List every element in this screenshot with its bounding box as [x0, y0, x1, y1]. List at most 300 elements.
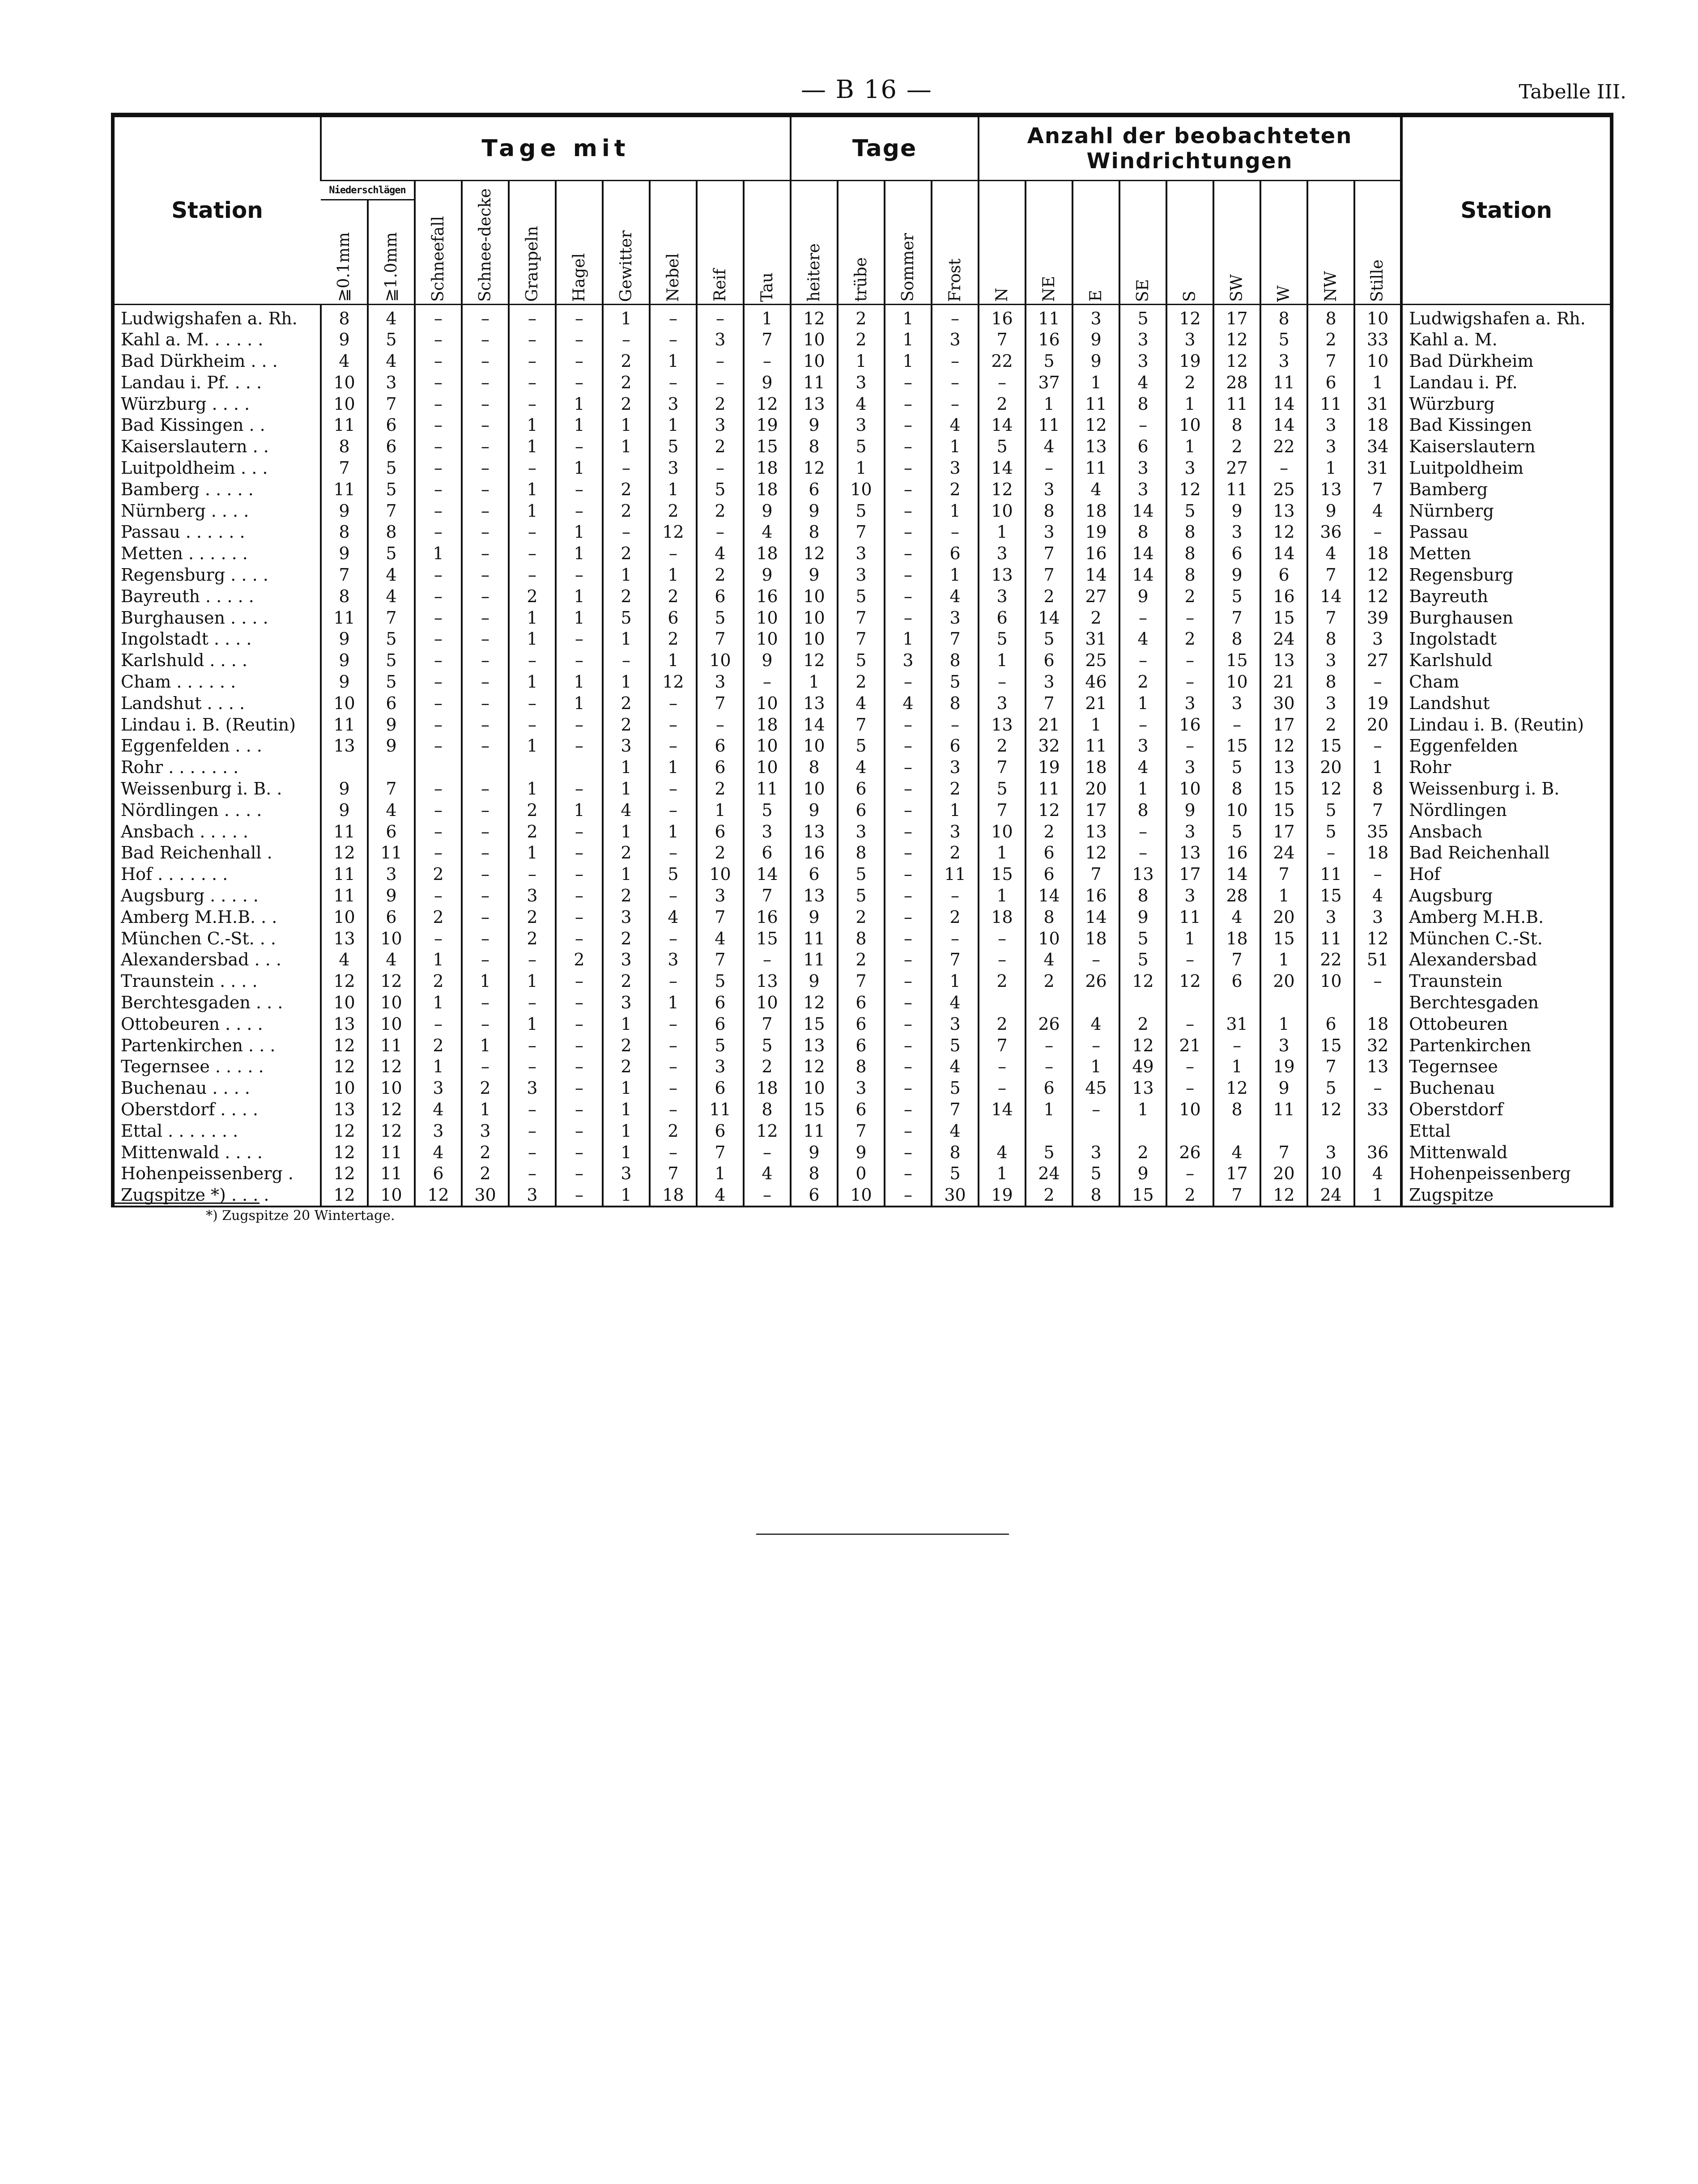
table-cell: 5 — [368, 457, 415, 479]
table-cell: 4 — [932, 1120, 979, 1142]
table-cell: 5 — [1307, 821, 1354, 842]
table-cell: 3 — [932, 756, 979, 778]
table-cell: 1 — [650, 350, 697, 372]
table-cell: 7 — [368, 607, 415, 629]
station-name: Burghausen . . . . — [121, 608, 268, 628]
table-cell: 7 — [1213, 949, 1260, 971]
table-cell: 10 — [368, 1013, 415, 1035]
table-cell: 9 — [1072, 350, 1119, 372]
table-cell: 7 — [838, 714, 885, 735]
table-cell: 8 — [791, 1163, 838, 1184]
table-cell: 16 — [791, 842, 838, 864]
table-cell: 6 — [368, 906, 415, 928]
table-cell: 11 — [791, 928, 838, 949]
table-cell: 4 — [368, 564, 415, 586]
table-cell: 1 — [1260, 1013, 1307, 1035]
col-header-s: S — [1166, 181, 1213, 305]
table-cell: – — [462, 821, 509, 842]
table-row — [113, 821, 1612, 842]
table-cell: 1 — [1072, 714, 1119, 735]
table-cell: 1 — [462, 1035, 509, 1056]
table-row — [113, 393, 1612, 415]
table-row — [113, 842, 1612, 864]
table-cell: – — [885, 500, 932, 522]
table-cell: 16 — [1166, 714, 1213, 735]
table-cell: 4 — [744, 1163, 791, 1184]
table-cell: 18 — [744, 479, 791, 500]
table-cell: – — [415, 821, 462, 842]
table-cell: 14 — [1213, 863, 1260, 885]
table-cell: – — [885, 842, 932, 864]
station-name-right: Partenkirchen — [1401, 1035, 1612, 1056]
table-cell: 2 — [509, 586, 556, 607]
table-cell: 5 — [744, 799, 791, 821]
table-cell: – — [885, 821, 932, 842]
table-cell: – — [744, 350, 791, 372]
table-cell: 1 — [650, 479, 697, 500]
table-cell: 11 — [1026, 778, 1072, 799]
table-cell: – — [415, 778, 462, 799]
table-cell — [979, 992, 1026, 1013]
table-cell: 18 — [744, 714, 791, 735]
station-name-right: Ansbach — [1401, 821, 1612, 842]
col-header-tau: Tau — [744, 181, 791, 305]
table-cell: 8 — [932, 650, 979, 671]
table-cell: 1 — [603, 1184, 650, 1207]
table-cell: 2 — [509, 821, 556, 842]
table-cell: 18 — [744, 457, 791, 479]
table-cell: 4 — [979, 1142, 1026, 1163]
station-name: Hohenpeissenberg . — [121, 1164, 294, 1184]
table-cell: 4 — [368, 350, 415, 372]
footnote: *) Zugspitze 20 Wintertage. — [206, 1208, 395, 1224]
table-cell: – — [885, 1099, 932, 1120]
table-cell: 4 — [697, 928, 744, 949]
table-cell: 7 — [1026, 564, 1072, 586]
station-header-left: Station — [113, 115, 321, 304]
table-cell: 4 — [697, 543, 744, 564]
table-cell: 11 — [368, 1163, 415, 1184]
table-cell: 4 — [415, 1142, 462, 1163]
table-cell: 20 — [1260, 1163, 1307, 1184]
table-cell: 21 — [1072, 693, 1119, 714]
table-cell: 14 — [1119, 543, 1166, 564]
table-cell: 1 — [415, 1056, 462, 1078]
table-cell: 1 — [415, 992, 462, 1013]
table-cell: 7 — [1072, 863, 1119, 885]
table-cell: 8 — [1119, 885, 1166, 906]
table-cell: 9 — [1166, 799, 1213, 821]
table-cell: 3 — [603, 1163, 650, 1184]
table-cell: 13 — [791, 885, 838, 906]
table-cell: 2 — [415, 970, 462, 992]
table-cell: – — [932, 522, 979, 543]
station-name-right: Buchenau — [1401, 1077, 1612, 1099]
table-cell: – — [556, 329, 603, 350]
table-cell: 7 — [697, 629, 744, 650]
table-row — [113, 586, 1612, 607]
table-cell: – — [744, 949, 791, 971]
table-cell: 5 — [697, 607, 744, 629]
table-cell: 3 — [1166, 885, 1213, 906]
table-cell: 1 — [509, 436, 556, 457]
table-cell: 3 — [509, 1077, 556, 1099]
table-cell: 15 — [979, 863, 1026, 885]
table-cell: – — [462, 415, 509, 436]
table-cell: – — [509, 714, 556, 735]
table-cell: – — [415, 457, 462, 479]
table-cell: – — [415, 372, 462, 393]
station-name: Cham . . . . . . — [121, 672, 236, 692]
table-cell: 13 — [321, 735, 368, 757]
table-cell: 12 — [791, 1056, 838, 1078]
table-cell: – — [650, 928, 697, 949]
table-cell: – — [556, 1077, 603, 1099]
table-cell: – — [462, 885, 509, 906]
station-name-right: Tegernsee — [1401, 1056, 1612, 1078]
table-cell: 8 — [321, 586, 368, 607]
table-cell: 1 — [650, 564, 697, 586]
table-cell: 7 — [1307, 607, 1354, 629]
table-cell: 9 — [321, 671, 368, 693]
table-cell: – — [462, 586, 509, 607]
table-cell: – — [556, 885, 603, 906]
table-cell: 13 — [1072, 436, 1119, 457]
table-cell: – — [462, 928, 509, 949]
table-row — [113, 693, 1612, 714]
table-cell: – — [462, 949, 509, 971]
station-name: Landau i. Pf. . . . — [121, 372, 262, 392]
table-cell: – — [509, 1163, 556, 1184]
table-cell: – — [415, 393, 462, 415]
table-cell: 1 — [1260, 949, 1307, 971]
table-cell: 13 — [1354, 1056, 1401, 1078]
table-cell: 5 — [838, 650, 885, 671]
table-cell: – — [1166, 671, 1213, 693]
table-cell: 3 — [1307, 415, 1354, 436]
station-header-right: Station — [1401, 115, 1612, 304]
table-row — [113, 415, 1612, 436]
table-cell: 7 — [932, 1099, 979, 1120]
table-cell: 10 — [744, 629, 791, 650]
table-cell: 12 — [321, 1056, 368, 1078]
table-cell: – — [650, 372, 697, 393]
table-cell: 5 — [1307, 799, 1354, 821]
table-cell: 3 — [697, 329, 744, 350]
station-name: Zugspitze *) . . . . — [121, 1185, 269, 1205]
table-cell: 2 — [603, 543, 650, 564]
table-cell: 19 — [1260, 1056, 1307, 1078]
table-cell: 10 — [744, 693, 791, 714]
table-cell: 16 — [1072, 885, 1119, 906]
table-cell: 2 — [838, 949, 885, 971]
table-cell: – — [509, 350, 556, 372]
table-cell: 13 — [1166, 842, 1213, 864]
tage-mit-header: Tage mit — [321, 115, 791, 181]
table-cell: 8 — [1026, 906, 1072, 928]
table-cell: 1 — [603, 415, 650, 436]
table-cell: – — [556, 304, 603, 329]
table-cell: 14 — [1260, 415, 1307, 436]
table-cell: – — [509, 992, 556, 1013]
station-name: Lindau i. B. (Reutin) — [121, 714, 296, 735]
table-cell: 5 — [932, 1077, 979, 1099]
niederschlaegen-header: Niederschlägen — [321, 181, 415, 200]
table-cell: 15 — [1213, 735, 1260, 757]
table-cell: 2 — [650, 629, 697, 650]
table-cell: 15 — [1307, 735, 1354, 757]
table-row — [113, 885, 1612, 906]
table-cell: 1 — [1026, 393, 1072, 415]
table-cell: 1 — [1166, 436, 1213, 457]
table-cell: 3 — [509, 1184, 556, 1207]
station-name-right: Cham — [1401, 671, 1612, 693]
table-cell: 16 — [979, 304, 1026, 329]
table-cell: 3 — [1119, 457, 1166, 479]
station-name-right: Eggenfelden — [1401, 735, 1612, 757]
table-cell: – — [1354, 522, 1401, 543]
table-cell: 1 — [509, 842, 556, 864]
table-cell: 17 — [1213, 304, 1260, 329]
table-cell: 7 — [321, 457, 368, 479]
weather-table-container — [111, 113, 1610, 1207]
table-cell: 9 — [791, 970, 838, 992]
table-cell: 13 — [791, 693, 838, 714]
table-cell: 8 — [838, 928, 885, 949]
table-cell: – — [1026, 457, 1072, 479]
table-cell: 13 — [1307, 479, 1354, 500]
table-cell: – — [415, 714, 462, 735]
table-cell: – — [1026, 1035, 1072, 1056]
table-cell: – — [556, 714, 603, 735]
table-cell: – — [885, 735, 932, 757]
table-cell: 12 — [1026, 799, 1072, 821]
station-name: Würzburg . . . . — [121, 394, 250, 414]
table-cell: – — [885, 1056, 932, 1078]
table-cell: 14 — [744, 863, 791, 885]
table-cell: 1 — [697, 1163, 744, 1184]
table-cell: 21 — [1260, 671, 1307, 693]
table-cell: 9 — [321, 778, 368, 799]
table-cell: 3 — [1072, 1142, 1119, 1163]
station-name-right: Bad Kissingen — [1401, 415, 1612, 436]
table-cell: 8 — [1307, 304, 1354, 329]
table-cell — [321, 756, 368, 778]
table-cell: 5 — [368, 671, 415, 693]
table-cell: 18 — [1072, 928, 1119, 949]
table-cell: – — [462, 992, 509, 1013]
table-cell: 3 — [462, 1120, 509, 1142]
table-cell: 3 — [932, 1013, 979, 1035]
table-cell: 10 — [697, 650, 744, 671]
table-cell: 5 — [1026, 350, 1072, 372]
table-cell: – — [979, 928, 1026, 949]
table-cell: 22 — [1307, 949, 1354, 971]
table-cell — [1354, 1120, 1401, 1142]
table-cell — [1354, 992, 1401, 1013]
table-cell: 1 — [415, 543, 462, 564]
table-cell: 25 — [1260, 479, 1307, 500]
table-cell: 13 — [321, 1013, 368, 1035]
table-row — [113, 564, 1612, 586]
col-header-precip-10: ≧1.0mm — [368, 200, 415, 305]
table-cell: 10 — [321, 906, 368, 928]
table-cell: – — [509, 693, 556, 714]
table-cell: 11 — [1072, 393, 1119, 415]
table-body — [113, 304, 1612, 1207]
table-cell: 1 — [509, 778, 556, 799]
table-cell: 2 — [603, 372, 650, 393]
table-cell: 6 — [1119, 436, 1166, 457]
table-cell: 10 — [744, 756, 791, 778]
table-row — [113, 650, 1612, 671]
table-cell: 6 — [932, 543, 979, 564]
table-cell: 11 — [368, 1035, 415, 1056]
table-cell: 3 — [1213, 522, 1260, 543]
table-cell: 12 — [1213, 1077, 1260, 1099]
station-name: Ingolstadt . . . . — [121, 629, 252, 649]
table-cell: 24 — [1026, 1163, 1072, 1184]
table-cell: – — [556, 821, 603, 842]
table-cell: 8 — [321, 304, 368, 329]
col-header-gewitter: Gewitter — [603, 181, 650, 305]
table-cell: 12 — [368, 970, 415, 992]
table-cell: 1 — [603, 304, 650, 329]
station-name-right: Passau — [1401, 522, 1612, 543]
table-cell: 12 — [1166, 970, 1213, 992]
table-cell: 1 — [932, 799, 979, 821]
table-cell: 2 — [603, 1056, 650, 1078]
table-cell: 13 — [979, 564, 1026, 586]
table-row — [113, 629, 1612, 650]
table-cell: 1 — [462, 1099, 509, 1120]
table-cell: 9 — [1119, 586, 1166, 607]
table-cell: 8 — [1026, 500, 1072, 522]
table-cell: 14 — [979, 457, 1026, 479]
table-cell: 12 — [1307, 1099, 1354, 1120]
table-cell: 1 — [603, 671, 650, 693]
table-cell: 45 — [1072, 1077, 1119, 1099]
table-cell: 15 — [1119, 1184, 1166, 1207]
table-cell: 1 — [1026, 1099, 1072, 1120]
table-cell: 7 — [697, 906, 744, 928]
station-name: Rohr . . . . . . . — [121, 757, 239, 778]
table-cell: – — [415, 928, 462, 949]
table-cell: – — [462, 778, 509, 799]
table-cell: 10 — [744, 607, 791, 629]
table-cell: 12 — [1166, 304, 1213, 329]
table-cell: 4 — [415, 1099, 462, 1120]
table-cell — [1072, 1120, 1119, 1142]
station-name: Kaiserslautern . . — [121, 437, 269, 457]
table-cell: 1 — [603, 1142, 650, 1163]
station-name-right: Mittenwald — [1401, 1142, 1612, 1163]
table-cell: 8 — [1119, 522, 1166, 543]
table-cell: – — [1119, 607, 1166, 629]
col-header-heitere: heitere — [791, 181, 838, 305]
table-cell: 14 — [1260, 393, 1307, 415]
table-cell: 18 — [1072, 500, 1119, 522]
table-row — [113, 607, 1612, 629]
table-cell: 2 — [1307, 329, 1354, 350]
table-cell: 13 — [744, 970, 791, 992]
table-cell: 5 — [368, 650, 415, 671]
station-name: Weissenburg i. B. . — [121, 779, 282, 799]
table-cell: 18 — [1072, 756, 1119, 778]
table-cell: 5 — [368, 543, 415, 564]
station-name: Oberstdorf . . . . — [121, 1099, 258, 1119]
table-cell: 8 — [1213, 415, 1260, 436]
table-cell: 7 — [368, 778, 415, 799]
table-cell: 4 — [1119, 756, 1166, 778]
table-cell: 1 — [1166, 928, 1213, 949]
table-cell: 10 — [321, 372, 368, 393]
table-cell: 33 — [1354, 1099, 1401, 1120]
table-cell: 22 — [1260, 436, 1307, 457]
table-cell: – — [1119, 842, 1166, 864]
table-row — [113, 436, 1612, 457]
table-cell: – — [650, 304, 697, 329]
table-cell: 3 — [838, 543, 885, 564]
table-cell: 11 — [697, 1099, 744, 1120]
station-name-right: Regensburg — [1401, 564, 1612, 586]
table-cell — [1119, 992, 1166, 1013]
table-cell: 2 — [1026, 821, 1072, 842]
table-cell: – — [979, 949, 1026, 971]
table-cell: 14 — [1072, 906, 1119, 928]
table-cell: 2 — [650, 500, 697, 522]
table-cell: 12 — [368, 1099, 415, 1120]
table-cell: – — [415, 671, 462, 693]
table-cell: 28 — [1213, 885, 1260, 906]
table-cell: 19 — [1354, 693, 1401, 714]
table-cell: 12 — [321, 1120, 368, 1142]
table-cell: 10 — [791, 607, 838, 629]
table-cell: 10 — [321, 393, 368, 415]
table-cell: 4 — [697, 1184, 744, 1207]
table-cell: 3 — [932, 607, 979, 629]
table-cell: 4 — [838, 393, 885, 415]
table-cell: – — [650, 799, 697, 821]
table-cell: – — [462, 372, 509, 393]
table-cell: 39 — [1354, 607, 1401, 629]
station-name: Partenkirchen . . . — [121, 1035, 276, 1055]
table-cell: 2 — [1166, 1184, 1213, 1207]
station-name-right: Luitpoldheim — [1401, 457, 1612, 479]
table-cell: 12 — [1119, 970, 1166, 992]
table-cell: – — [462, 350, 509, 372]
table-cell: – — [697, 714, 744, 735]
station-name-right: Nördlingen — [1401, 799, 1612, 821]
table-cell: – — [462, 500, 509, 522]
table-cell: – — [415, 500, 462, 522]
table-cell: 2 — [603, 393, 650, 415]
table-cell: 1 — [650, 821, 697, 842]
station-name: Bad Kissingen . . — [121, 415, 265, 435]
table-cell: 2 — [1119, 671, 1166, 693]
table-cell: 11 — [1072, 457, 1119, 479]
table-cell: – — [509, 1099, 556, 1120]
table-cell: – — [556, 1099, 603, 1120]
table-cell: – — [509, 457, 556, 479]
table-cell: 12 — [321, 1163, 368, 1184]
table-cell: 1 — [509, 671, 556, 693]
col-header-sommer: Sommer — [885, 181, 932, 305]
table-cell: 6 — [979, 607, 1026, 629]
table-cell: 7 — [838, 970, 885, 992]
table-cell — [1260, 992, 1307, 1013]
table-cell: 2 — [979, 735, 1026, 757]
